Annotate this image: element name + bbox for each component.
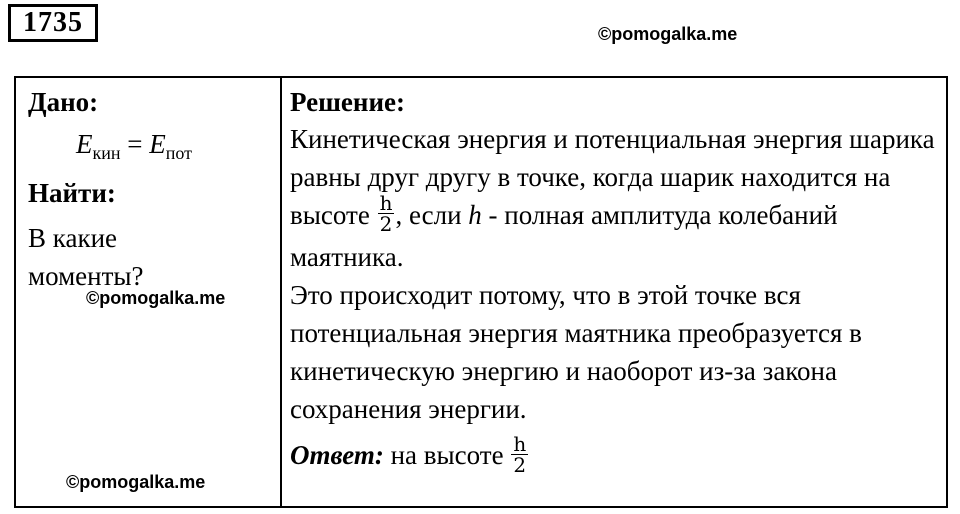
watermark-middle: ©pomogalka.me (86, 288, 226, 308)
find-header: Найти: (28, 178, 116, 208)
fraction-h-over-2 (378, 191, 395, 237)
find-question (28, 219, 272, 295)
formula-rhs: E (149, 129, 166, 159)
formula-lhs-sub: кин (92, 143, 121, 163)
p1-part-b: , если (395, 200, 469, 230)
problem-number: 1735 (8, 4, 98, 42)
p1-part-a: Кинетическая энергия и потенциальная энергия шарика равны друг другу в точке, когда шарик находится на высоте (290, 124, 935, 230)
solution-column (290, 84, 940, 479)
question-line-1: В какие (28, 223, 118, 253)
given-column (28, 84, 272, 295)
question-line-2: моменты? (28, 261, 144, 291)
p1-part-c: - полная амплитуда колебаний маятника. (290, 200, 838, 273)
given-formula (76, 128, 272, 169)
solution-paragraph-2: Это происходит потому, что в этой точке вся потенциальная энергия маятника преобразуется в кинетическую энергию и наоборот из-за закона сохранения энергии. (290, 280, 862, 425)
given-header: Дано: (28, 87, 99, 117)
solution-header: Решение: (290, 87, 405, 117)
watermark-top: ©pomogalka.me (598, 24, 738, 44)
answer-label: Ответ: (290, 440, 384, 471)
p1-h-variable: h (468, 200, 482, 230)
answer-line (290, 432, 940, 478)
answer-fraction-numerator: h (513, 431, 527, 456)
fraction-denominator: 2 (379, 212, 393, 237)
column-divider (280, 78, 282, 506)
watermark-bottom: ©pomogalka.me (66, 472, 206, 492)
answer-text: на высоте (383, 440, 511, 471)
answer-fraction (511, 431, 528, 477)
solution-paragraph-1 (290, 120, 940, 276)
formula-eq: = (120, 129, 150, 159)
formula-rhs-sub: пот (165, 143, 193, 163)
answer-fraction-denominator: 2 (513, 452, 527, 477)
formula-lhs: E (76, 129, 93, 159)
fraction-numerator: h (379, 191, 393, 216)
